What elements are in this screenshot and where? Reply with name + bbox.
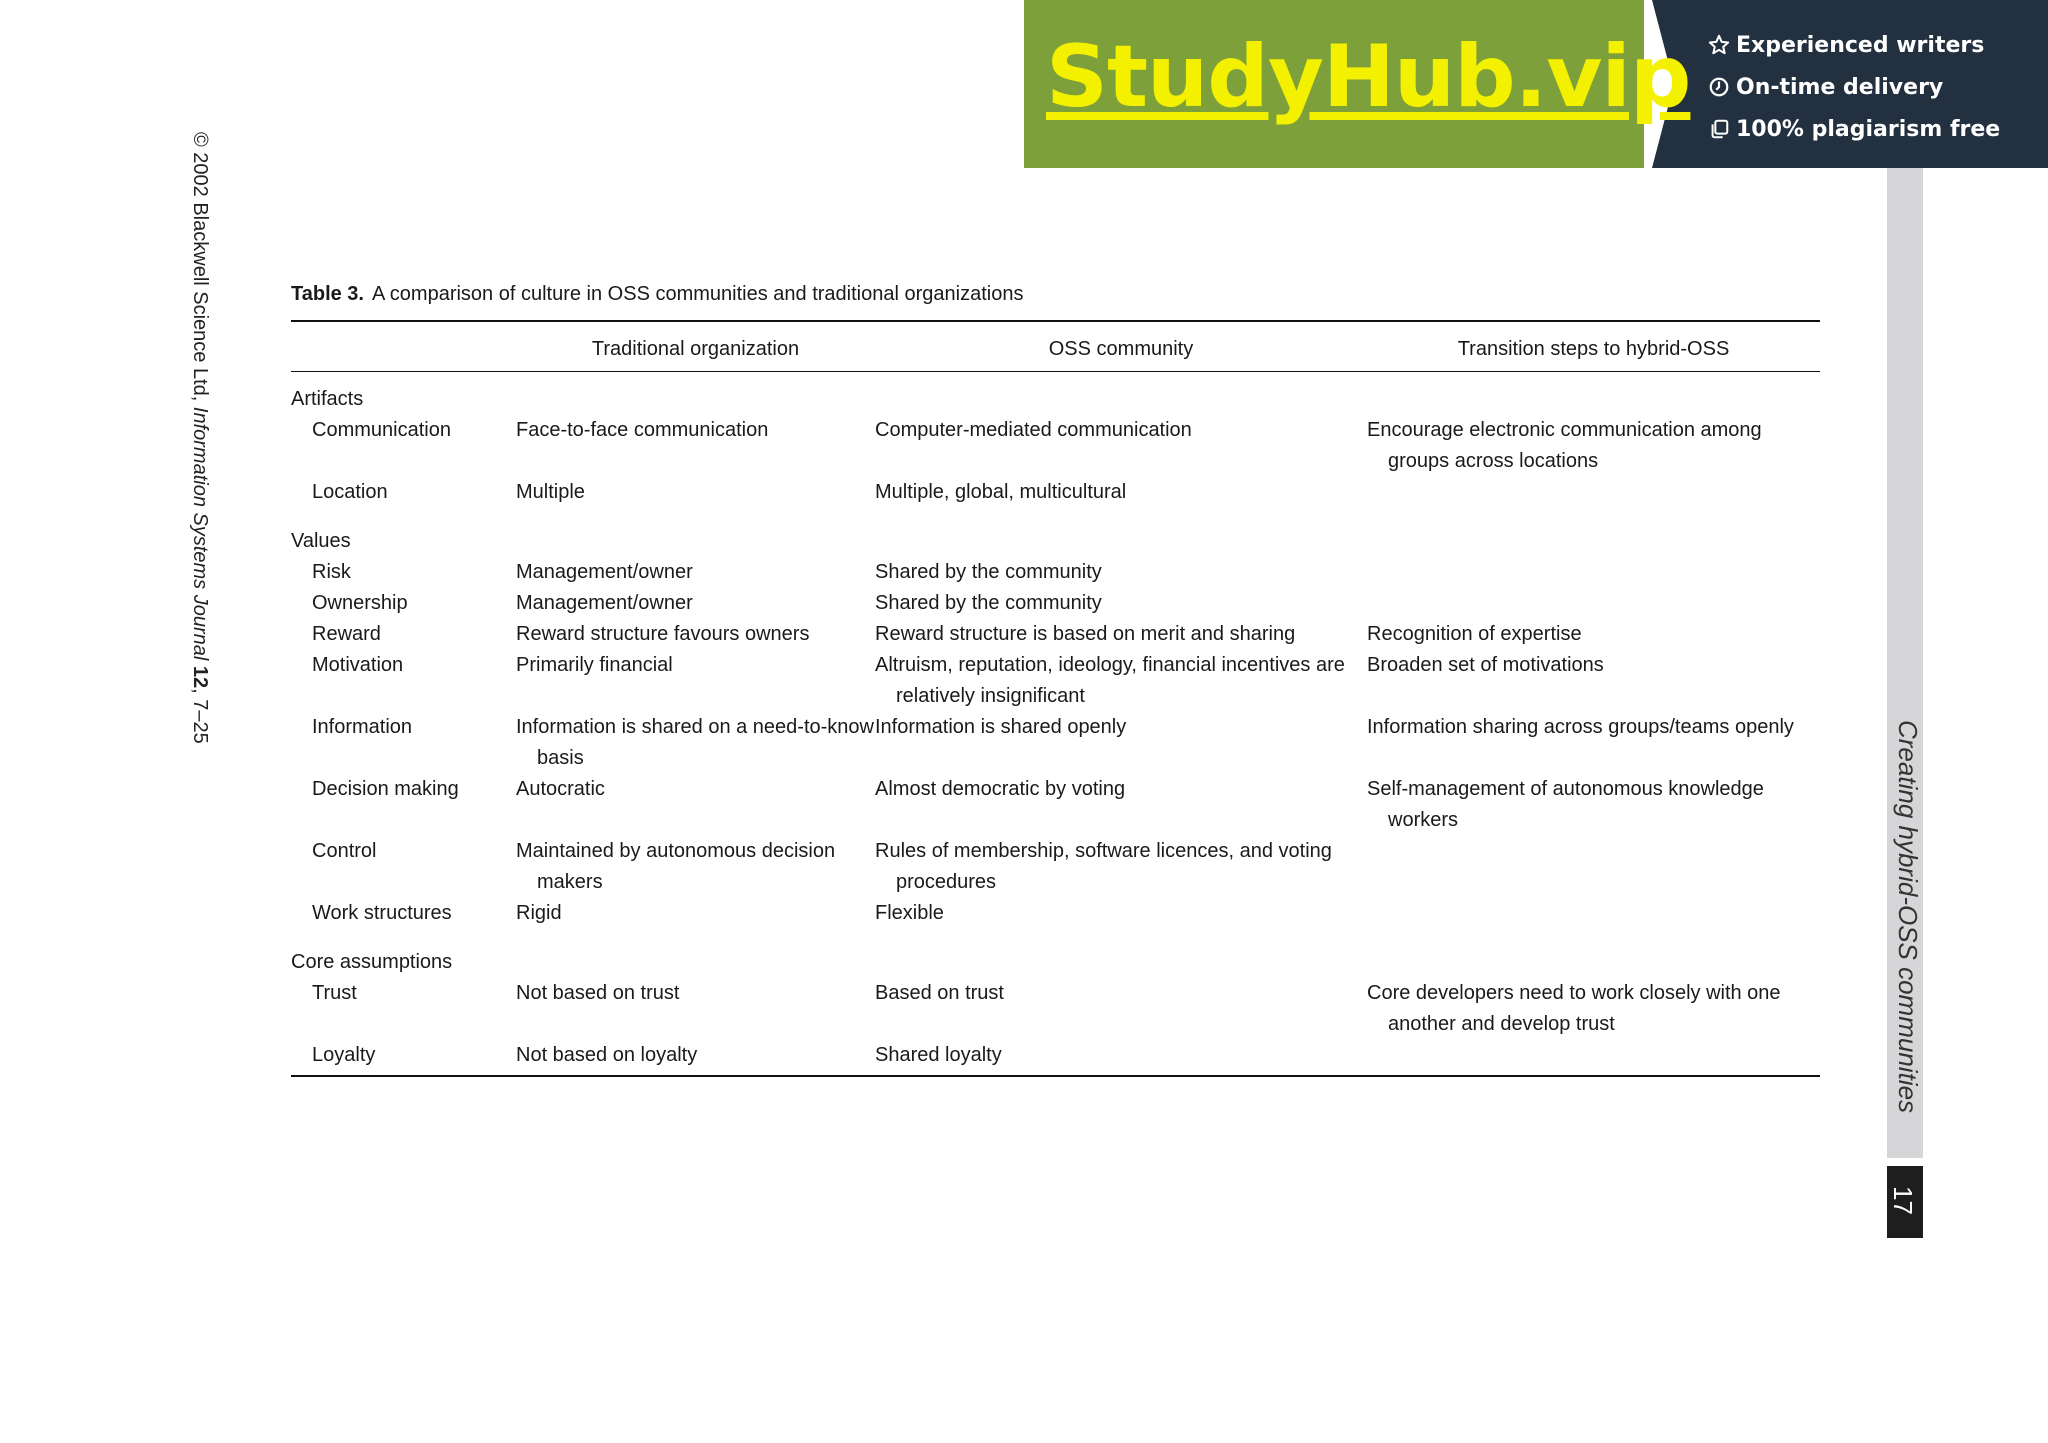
comparison-table bbox=[291, 320, 1820, 1077]
row-label: Work structures bbox=[312, 902, 452, 924]
cell-text: Encourage electronic communication among groups across locations bbox=[1367, 419, 1762, 472]
cell-oss bbox=[875, 836, 1367, 898]
header-transition: Transition steps to hybrid-OSS bbox=[1367, 321, 1820, 372]
table-caption bbox=[291, 283, 1023, 306]
cell-transition bbox=[1367, 557, 1820, 588]
cell-traditional bbox=[516, 619, 875, 650]
journal-volume: 12 bbox=[189, 665, 211, 689]
row-label: Control bbox=[312, 840, 377, 862]
feature-text: On-time delivery bbox=[1736, 74, 1944, 100]
cell-text: Not based on loyalty bbox=[516, 1044, 698, 1066]
cell-transition bbox=[1367, 650, 1820, 712]
row-label: Risk bbox=[312, 561, 351, 583]
feature-item bbox=[1708, 24, 2000, 66]
cell-text: Shared by the community bbox=[875, 592, 1102, 614]
feature-item bbox=[1708, 108, 2000, 150]
cell-traditional bbox=[516, 477, 875, 508]
cell-text: Recognition of expertise bbox=[1367, 623, 1582, 645]
cell-transition bbox=[1367, 1040, 1820, 1076]
cell-text: Rigid bbox=[516, 902, 562, 924]
cell-text: Not based on trust bbox=[516, 982, 680, 1004]
cell-traditional bbox=[516, 415, 875, 477]
cell-oss bbox=[875, 650, 1367, 712]
cell-text: Altruism, reputation, ideology, financial incentives are relatively insignificant bbox=[875, 654, 1345, 707]
running-head: Creating hybrid-OSS communities bbox=[1893, 720, 1923, 1114]
row-label: Information bbox=[312, 716, 413, 738]
cell-text: Reward structure is based on merit and sharing bbox=[875, 623, 1296, 645]
cell-text: Almost democratic by voting bbox=[875, 778, 1126, 800]
table-row bbox=[291, 557, 1820, 588]
cell-text: Flexible bbox=[875, 902, 944, 924]
row-label: Loyalty bbox=[291, 1040, 516, 1076]
copyright-prefix: © 2002 Blackwell Science Ltd, bbox=[189, 132, 211, 407]
cell-transition bbox=[1367, 774, 1820, 836]
cell-traditional bbox=[516, 774, 875, 836]
cell-traditional bbox=[516, 898, 875, 929]
row-label: Location bbox=[312, 481, 388, 503]
row-label: Trust bbox=[312, 982, 357, 1004]
copy-icon bbox=[1708, 118, 1730, 140]
cell-text: Management/owner bbox=[516, 561, 693, 583]
cell-transition bbox=[1367, 415, 1820, 477]
cell-oss bbox=[875, 774, 1367, 836]
table-header-row bbox=[291, 321, 1820, 372]
journal-name: Information Systems Journal bbox=[189, 406, 211, 661]
cell-text: Reward structure favours owners bbox=[516, 623, 810, 645]
cell-oss bbox=[875, 415, 1367, 477]
cell-text: Information is shared on a need-to-know basis bbox=[516, 716, 874, 769]
cell-text: Maintained by autonomous decision makers bbox=[516, 840, 836, 893]
table-row bbox=[291, 650, 1820, 712]
row-label: Decision making bbox=[312, 778, 459, 800]
cell-transition bbox=[1367, 477, 1820, 508]
cell-transition bbox=[1367, 712, 1820, 774]
page-number: 17 bbox=[1888, 1186, 1918, 1215]
brand-logo-text[interactable]: StudyHub.vip bbox=[1046, 27, 1691, 127]
table-row bbox=[291, 477, 1820, 508]
table-row bbox=[291, 898, 1820, 929]
cell-traditional bbox=[516, 836, 875, 898]
cell-text: Information is shared openly bbox=[875, 716, 1127, 738]
header-traditional: Traditional organization bbox=[516, 321, 875, 372]
row-label: Reward bbox=[312, 623, 381, 645]
cell-traditional bbox=[516, 978, 875, 1040]
cell-transition bbox=[1367, 588, 1820, 619]
table-row bbox=[291, 774, 1820, 836]
cell-transition bbox=[1367, 836, 1820, 898]
table-row bbox=[291, 978, 1820, 1040]
cell-oss bbox=[875, 588, 1367, 619]
section-row bbox=[291, 929, 1820, 978]
table-row bbox=[291, 1040, 1820, 1076]
cell-text: Computer-mediated communication bbox=[875, 419, 1192, 441]
star-icon bbox=[1708, 34, 1730, 56]
table-title: A comparison of culture in OSS communities and traditional organizations bbox=[372, 283, 1024, 305]
cell-oss bbox=[875, 477, 1367, 508]
cell-traditional bbox=[516, 557, 875, 588]
cell-transition bbox=[1367, 619, 1820, 650]
section-title: Core assumptions bbox=[291, 951, 453, 973]
cell-text: Broaden set of motivations bbox=[1367, 654, 1604, 676]
row-label: Communication bbox=[312, 419, 451, 441]
cell-text: Self-management of autonomous knowledge workers bbox=[1367, 778, 1764, 831]
table-row bbox=[291, 712, 1820, 774]
cell-traditional bbox=[516, 1040, 875, 1076]
feature-text: 100% plagiarism free bbox=[1736, 116, 2001, 142]
journal-pages: , 7–25 bbox=[189, 688, 211, 744]
cell-oss bbox=[875, 619, 1367, 650]
cell-text: Autocratic bbox=[516, 778, 605, 800]
copyright-line bbox=[188, 132, 211, 744]
cell-text: Information sharing across groups/teams openly bbox=[1367, 716, 1794, 738]
promo-banner[interactable] bbox=[1024, 0, 2048, 168]
cell-text: Multiple, global, multicultural bbox=[875, 481, 1127, 503]
cell-text: Shared loyalty bbox=[875, 1044, 1002, 1066]
row-label: Ownership bbox=[312, 592, 408, 614]
cell-traditional bbox=[516, 588, 875, 619]
feature-item bbox=[1708, 66, 2000, 108]
clock-icon bbox=[1708, 76, 1730, 98]
cell-oss bbox=[875, 898, 1367, 929]
cell-text: Face-to-face communication bbox=[516, 419, 769, 441]
cell-transition bbox=[1367, 898, 1820, 929]
cell-text: Based on trust bbox=[875, 982, 1004, 1004]
header-oss: OSS community bbox=[875, 321, 1367, 372]
table-row bbox=[291, 619, 1820, 650]
cell-text: Primarily financial bbox=[516, 654, 673, 676]
cell-traditional bbox=[516, 650, 875, 712]
cell-oss bbox=[875, 557, 1367, 588]
cell-traditional bbox=[516, 712, 875, 774]
section-row bbox=[291, 372, 1820, 416]
table-row bbox=[291, 588, 1820, 619]
row-label: Motivation bbox=[312, 654, 404, 676]
cell-oss bbox=[875, 1040, 1367, 1076]
table-row bbox=[291, 836, 1820, 898]
cell-oss bbox=[875, 978, 1367, 1040]
table-label: Table 3. bbox=[291, 283, 364, 305]
cell-transition bbox=[1367, 978, 1820, 1040]
cell-oss bbox=[875, 712, 1367, 774]
section-title: Artifacts bbox=[291, 388, 364, 410]
section-title: Values bbox=[291, 530, 351, 552]
section-row bbox=[291, 508, 1820, 557]
cell-text: Core developers need to work closely with one another and develop trust bbox=[1367, 982, 1781, 1035]
banner-features bbox=[1708, 24, 2000, 150]
cell-text: Multiple bbox=[516, 481, 585, 503]
header-cell-blank bbox=[291, 321, 516, 372]
feature-text: Experienced writers bbox=[1736, 32, 1985, 58]
cell-text: Rules of membership, software licences, and voting procedures bbox=[875, 840, 1332, 893]
table-row bbox=[291, 415, 1820, 477]
cell-text: Management/owner bbox=[516, 592, 693, 614]
cell-text: Shared by the community bbox=[875, 561, 1102, 583]
